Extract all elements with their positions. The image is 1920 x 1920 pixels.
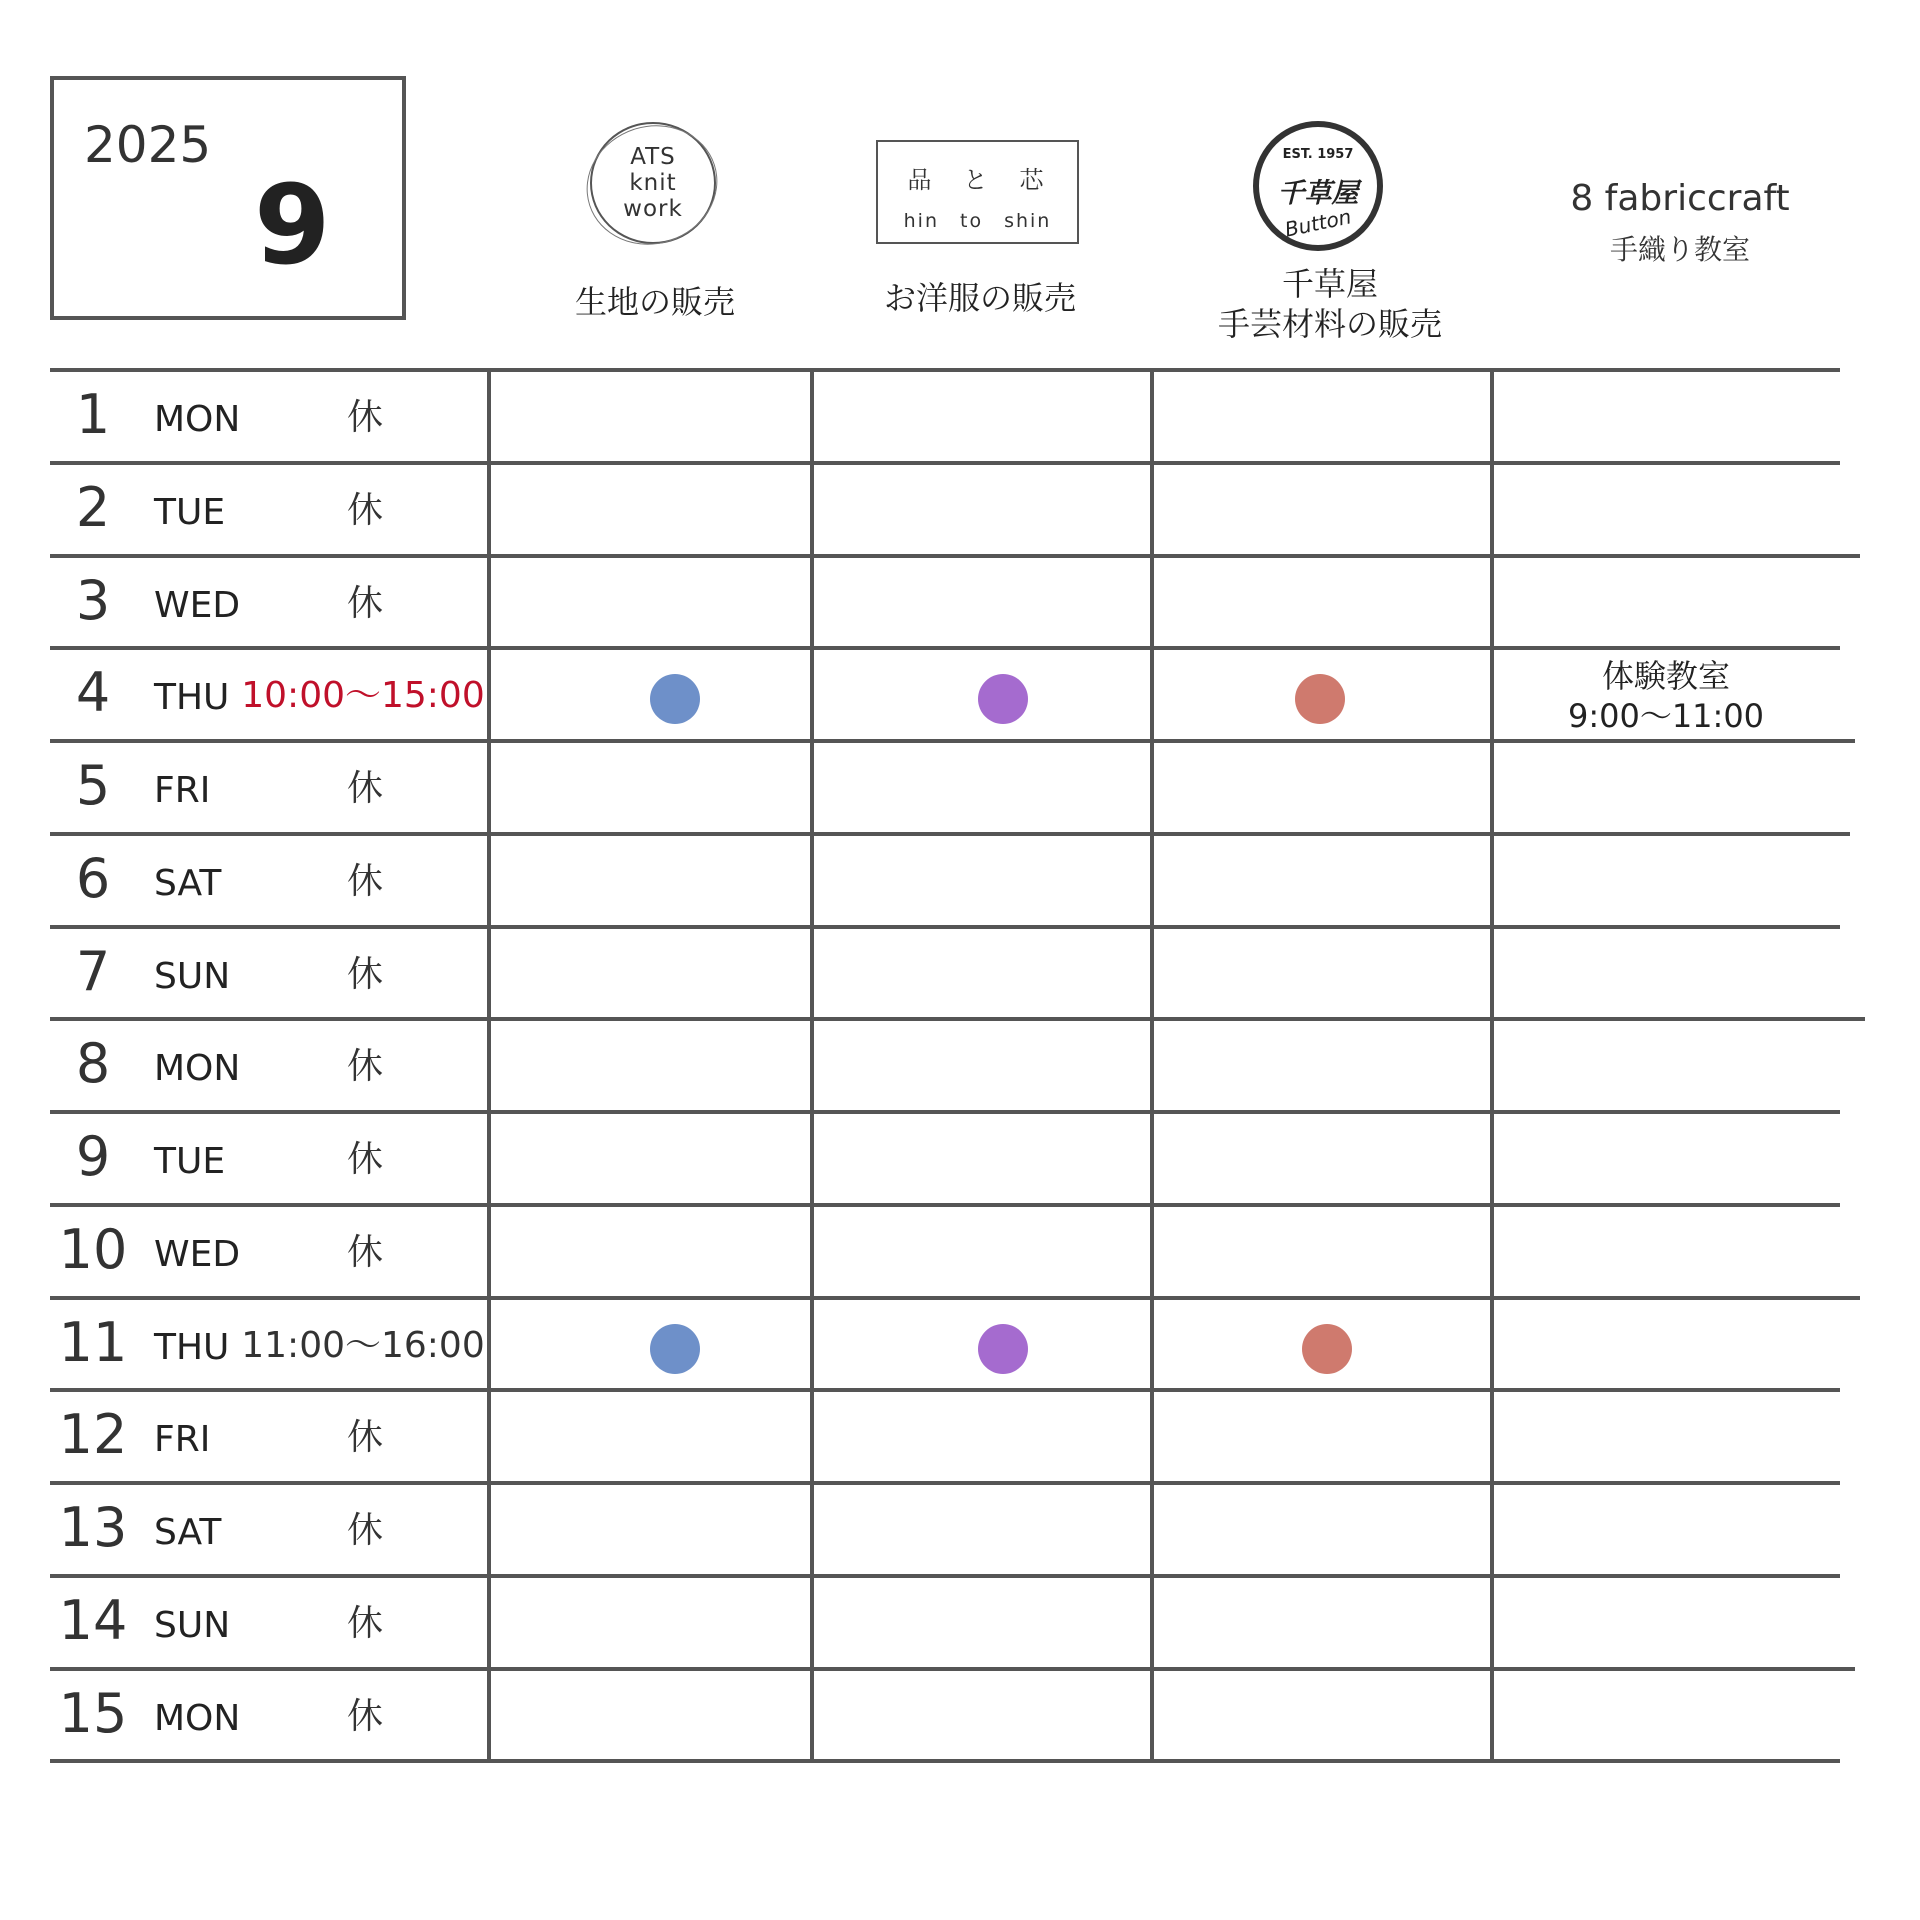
fabriccraft-subtitle: 手織り教室 (1609, 233, 1750, 266)
hin-to-shin-logo (876, 140, 1079, 244)
day-row (0, 1390, 1920, 1483)
shop-label-line: 手芸材料の販売 (1217, 305, 1442, 343)
closed-mark: 休 (346, 1603, 383, 1644)
day-of-week: FRI (154, 1419, 211, 1460)
fabriccraft-title: 8 fabriccraft (1570, 178, 1790, 219)
day-of-week: SAT (154, 863, 222, 904)
day-row (0, 1205, 1920, 1298)
day-of-week: FRI (154, 770, 211, 811)
shop-label-fabric: 生地の販売 (574, 283, 735, 321)
day-row (0, 1576, 1920, 1669)
logo-text: 千草屋 (1277, 178, 1359, 209)
closed-mark: 休 (346, 397, 383, 438)
workshop-note (1496, 656, 1836, 736)
day-of-week: SUN (154, 956, 231, 997)
day-number: 7 (75, 940, 111, 1003)
day-number: 15 (58, 1682, 128, 1745)
month-box (50, 76, 406, 320)
day-row (0, 741, 1920, 834)
day-row (0, 927, 1920, 1020)
day-of-week: SUN (154, 1605, 231, 1646)
day-number: 10 (58, 1218, 128, 1281)
logo-text: EST. 1957 (1282, 147, 1354, 162)
day-of-week: THU (154, 677, 230, 718)
logo-text: work (623, 196, 683, 222)
day-of-week: MON (154, 1048, 241, 1089)
day-row (0, 556, 1920, 649)
closed-mark: 休 (346, 768, 383, 809)
shop-label-clothes: お洋服の販売 (883, 279, 1076, 317)
day-of-week: MON (154, 399, 241, 440)
day-of-week: WED (154, 1234, 241, 1275)
day-number: 14 (58, 1589, 128, 1652)
day-of-week: WED (154, 585, 241, 626)
day-row (0, 370, 1920, 463)
day-of-week: MON (154, 1698, 241, 1739)
shop-label-line: 千草屋 (1281, 265, 1378, 303)
closed-mark: 休 (346, 1510, 383, 1551)
day-number: 3 (75, 569, 111, 632)
closed-mark: 休 (346, 1696, 383, 1737)
opening-hours: 10:00〜15:00 (241, 675, 485, 716)
closed-mark: 休 (346, 1417, 383, 1458)
day-number: 8 (75, 1032, 111, 1095)
day-number: 5 (75, 754, 111, 817)
day-row-open (0, 648, 1920, 741)
closed-mark: 休 (346, 583, 383, 624)
day-number: 6 (75, 847, 111, 910)
logo-text: knit (629, 170, 677, 196)
craft-supplies-dot (1295, 674, 1345, 724)
fabric-sale-dot (650, 1324, 700, 1374)
day-row (0, 1669, 1920, 1762)
day-row (0, 463, 1920, 556)
closed-mark: 休 (346, 954, 383, 995)
logo-text: ATS (630, 144, 676, 170)
month-number: 9 (254, 161, 331, 289)
day-number: 9 (75, 1125, 111, 1188)
day-number: 4 (75, 661, 111, 724)
day-of-week: SAT (154, 1512, 222, 1553)
shop-label-craft (1200, 264, 1460, 344)
workshop-title: 体験教室 (1601, 657, 1730, 695)
day-number: 1 (75, 383, 111, 446)
logo-text: hin to shin (903, 210, 1052, 232)
fabric-sale-dot (650, 674, 700, 724)
closed-mark: 休 (346, 1232, 383, 1273)
day-number: 11 (58, 1311, 128, 1374)
day-number: 13 (58, 1496, 128, 1559)
clothes-sale-dot (978, 674, 1028, 724)
year-label: 2025 (84, 116, 212, 174)
day-of-week: TUE (154, 1141, 226, 1182)
day-row (0, 834, 1920, 927)
day-row (0, 1483, 1920, 1576)
opening-hours: 11:00〜16:00 (241, 1325, 485, 1366)
day-number: 12 (58, 1403, 128, 1466)
clothes-sale-dot (978, 1324, 1028, 1374)
closed-mark: 休 (346, 1139, 383, 1180)
day-row (0, 1019, 1920, 1112)
craft-supplies-dot (1302, 1324, 1352, 1374)
closed-mark: 休 (346, 490, 383, 531)
chigusaya-button-logo (1253, 121, 1383, 251)
day-number: 2 (75, 476, 111, 539)
workshop-time: 9:00〜11:00 (1567, 697, 1765, 735)
closed-mark: 休 (346, 861, 383, 902)
logo-text: 品 と 芯 (907, 166, 1048, 194)
day-of-week: THU (154, 1327, 230, 1368)
day-row (0, 1112, 1920, 1205)
closed-mark: 休 (346, 1046, 383, 1087)
ats-knit-work-logo (590, 122, 716, 244)
day-row-open (0, 1298, 1920, 1391)
day-of-week: TUE (154, 492, 226, 533)
logo-text: Button (1282, 204, 1354, 242)
